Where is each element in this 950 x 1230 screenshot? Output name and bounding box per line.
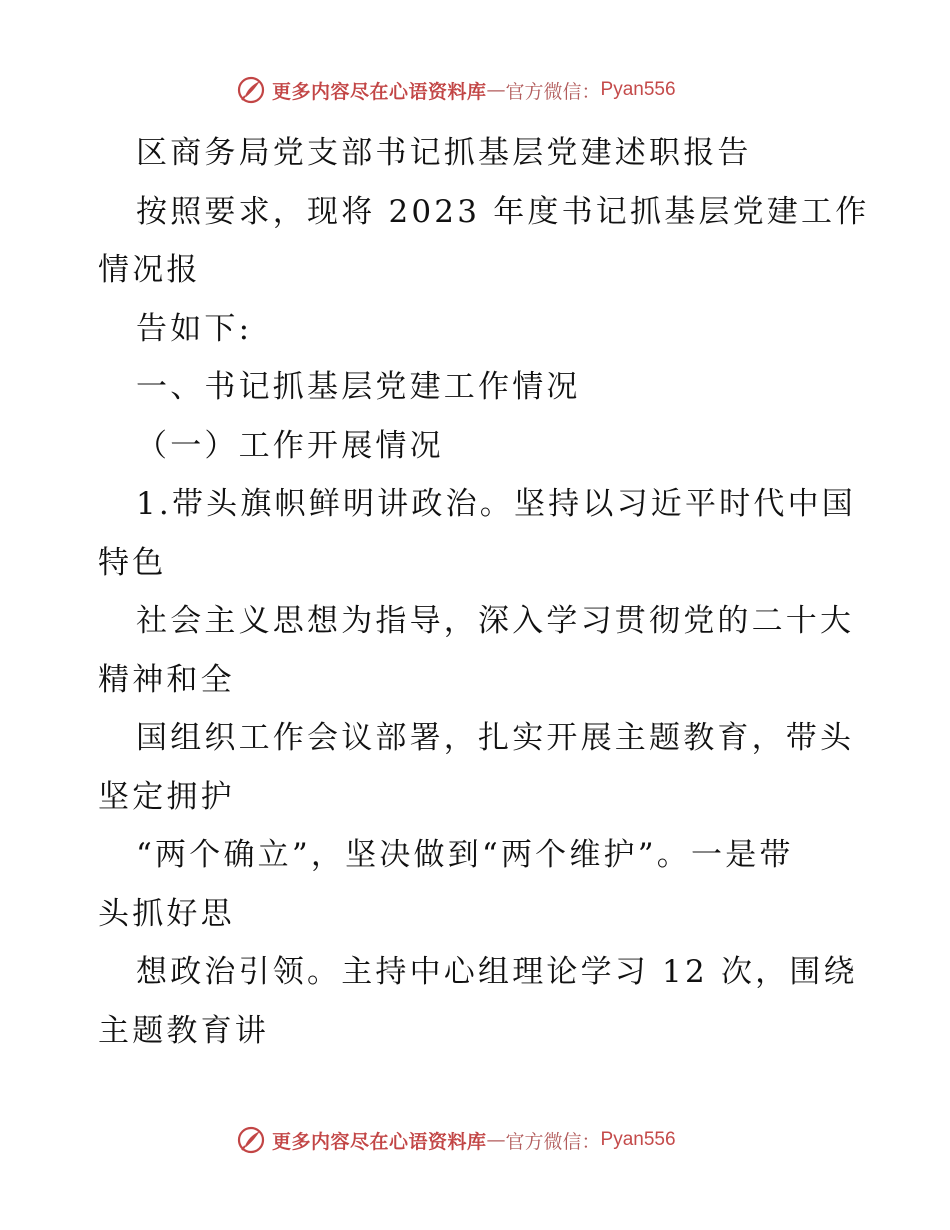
watermark-id: Pyan556 bbox=[600, 1129, 676, 1150]
document-title: 区商务局党支部书记抓基层党建述职报告 bbox=[136, 135, 752, 171]
watermark-id: Pyan556 bbox=[600, 79, 676, 100]
quill-logo-icon bbox=[236, 75, 266, 105]
paragraph-line: 主题教育讲 bbox=[98, 1012, 269, 1049]
paragraph-line: 社会主义思想为指导，深入学习贯彻党的二十大 bbox=[136, 603, 855, 639]
quill-logo-icon bbox=[236, 1125, 266, 1155]
paragraph-line: 情况报 bbox=[98, 252, 201, 288]
watermark-main-text: 更多内容尽在心语资料库 bbox=[272, 80, 487, 103]
watermark-banner-bottom bbox=[236, 1122, 676, 1158]
watermark-main-text: 更多内容尽在心语资料库 bbox=[272, 1130, 487, 1153]
watermark-sub-text: 官方微信： bbox=[505, 80, 601, 103]
paragraph-line: 想政治引领。主持中心组理论学习 12 次，围绕 bbox=[136, 954, 858, 990]
paragraph-line: 坚定拥护 bbox=[98, 778, 235, 815]
subsection-heading: （一）工作开展情况 bbox=[136, 427, 444, 464]
watermark-banner-top bbox=[236, 72, 676, 108]
paragraph-line: “两个确立”，坚决做到“两个维护”。一是带 bbox=[136, 837, 794, 873]
paragraph-line: 告如下: bbox=[136, 310, 253, 347]
paragraph-line: 1.带头旗帜鲜明讲政治。坚持以习近平时代中国 bbox=[136, 486, 856, 522]
paragraph-line: 按照要求，现将 2023 年度书记抓基层党建工作 bbox=[136, 193, 870, 230]
document-body bbox=[98, 124, 870, 1060]
watermark-dash: — bbox=[486, 1129, 506, 1151]
paragraph-line: 特色 bbox=[98, 544, 167, 581]
paragraph-line: 国组织工作会议部署，扎实开展主题教育，带头 bbox=[136, 720, 855, 756]
paragraph-line: 头抓好思 bbox=[98, 895, 235, 932]
section-heading: 一、书记抓基层党建工作情况 bbox=[136, 369, 581, 405]
watermark-dash: — bbox=[486, 79, 506, 101]
watermark-sub-text: 官方微信： bbox=[505, 1130, 601, 1153]
paragraph-line: 精神和全 bbox=[98, 661, 235, 698]
